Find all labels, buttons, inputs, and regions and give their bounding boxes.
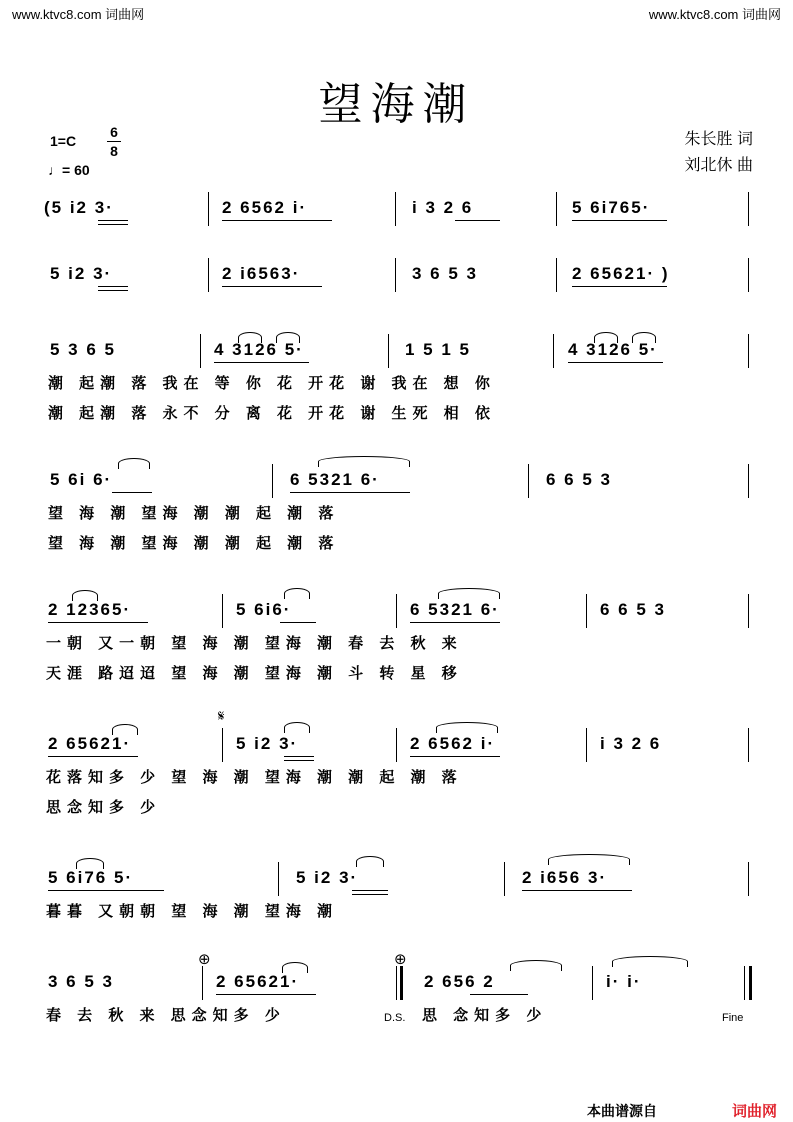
barline — [208, 192, 209, 226]
barline — [504, 862, 505, 896]
measure-7-3: 2 i656 3· — [522, 868, 608, 887]
measure-5-1: 2 12365· — [48, 600, 132, 619]
measure-1-2: 2 6562 i· — [222, 198, 308, 217]
barline — [592, 966, 593, 1000]
barline — [395, 192, 396, 226]
barline — [744, 966, 745, 1000]
beam-underline — [216, 994, 316, 995]
barline — [222, 594, 223, 628]
quarter-note-icon: ♩ — [48, 162, 62, 178]
lyric-line-2: 天涯 路迢迢 望 海 潮 望海 潮 斗 转 星 移 — [46, 665, 463, 682]
watermark-left: www.ktvc8.com 词曲网 — [12, 7, 145, 22]
measure-8-1: 3 6 5 3 — [48, 972, 114, 991]
ds-marking: D.S. — [384, 1012, 406, 1024]
measure-6-1: 2 65621· — [48, 734, 132, 753]
measure-5-2: 5 6i6· — [236, 600, 292, 619]
measure-4-1: 5 6i 6· — [50, 470, 113, 489]
measure-4-2: 6 5321 6· — [290, 470, 380, 489]
measure-2-3: 3 6 5 3 — [412, 264, 478, 283]
beam-underline — [410, 756, 500, 757]
barline — [553, 334, 554, 368]
song-title: 望海潮 — [318, 80, 475, 129]
beam-underline — [48, 890, 164, 891]
slur — [118, 458, 150, 469]
slur — [284, 722, 310, 733]
slur — [282, 962, 308, 973]
lyric-line-2: 望 海 潮 望海 潮 潮 起 潮 落 — [48, 535, 340, 552]
measure-7-2: 5 i2 3· — [296, 868, 359, 887]
measure-3-2: 4 3126 5· — [214, 340, 304, 359]
beam-underline — [352, 890, 388, 895]
beam-underline — [470, 994, 528, 995]
beam-underline — [290, 492, 410, 493]
measure-6-3: 2 6562 i· — [410, 734, 496, 753]
double-barline — [400, 966, 403, 1000]
barline — [388, 334, 389, 368]
barline — [396, 594, 397, 628]
slur — [76, 858, 104, 869]
watermark-right: www.ktvc8.com 词曲网 — [648, 7, 781, 22]
beam-underline — [98, 220, 128, 225]
slur — [356, 856, 384, 867]
barline — [748, 728, 749, 762]
barline — [396, 966, 397, 1000]
lyric-line-1: 潮 起潮 落 我在 等 你 花 开花 谢 我在 想 你 — [48, 375, 496, 392]
composer-credit: 刘北休 曲 — [684, 157, 753, 174]
beam-underline — [280, 622, 316, 623]
time-divider — [107, 141, 121, 142]
measure-2-4: 2 65621· ) — [572, 264, 670, 283]
lyric-line-1: 春 去 秋 来 思念知多 少 — [46, 1007, 286, 1024]
time-bottom: 8 — [110, 143, 118, 159]
barline — [748, 464, 749, 498]
fine-marking: Fine — [722, 1012, 744, 1024]
barline — [222, 728, 223, 762]
beam-underline — [222, 220, 332, 221]
barline — [556, 192, 557, 226]
beam-underline — [214, 362, 309, 363]
barline — [528, 464, 529, 498]
slur — [72, 590, 98, 601]
barline — [748, 258, 749, 292]
barline — [202, 966, 203, 1000]
measure-8-3: 2 656 2 — [424, 972, 495, 991]
measure-5-3: 6 5321 6· — [410, 600, 500, 619]
lyric-line-2: 思念知多 少 — [46, 799, 162, 816]
beam-underline — [98, 286, 128, 291]
measure-3-4: 4 3126 5· — [568, 340, 658, 359]
beam-underline — [572, 286, 667, 287]
measure-6-2: 5 i2 3· — [236, 734, 299, 753]
beam-underline — [572, 220, 667, 221]
barline — [748, 192, 749, 226]
barline — [208, 258, 209, 292]
slur — [238, 332, 262, 343]
barline — [395, 258, 396, 292]
measure-2-2: 2 i6563· — [222, 264, 301, 283]
beam-underline — [410, 622, 500, 623]
beam-underline — [284, 756, 314, 761]
barline — [556, 258, 557, 292]
measure-1-1: (5 i2 3· — [44, 198, 114, 217]
slur — [284, 588, 310, 599]
slur — [318, 456, 410, 467]
beam-underline — [522, 890, 632, 891]
lyric-line-2: 潮 起潮 落 永不 分 离 花 开花 谢 生死 相 依 — [48, 405, 496, 422]
footer-source: 本曲谱源自 — [587, 1103, 657, 1119]
lyric-line-2: 思 念知多 少 — [422, 1007, 548, 1024]
footer-brand: 词曲网 — [732, 1103, 778, 1120]
barline — [200, 334, 201, 368]
beam-underline — [48, 756, 138, 757]
slur — [548, 854, 630, 865]
barline — [586, 594, 587, 628]
final-barline — [749, 966, 752, 1000]
lyric-line-1: 一朝 又一朝 望 海 潮 望海 潮 春 去 秋 来 — [46, 635, 463, 652]
slur — [438, 588, 500, 599]
measure-7-1: 5 6i76 5· — [48, 868, 134, 887]
slur — [510, 960, 562, 971]
lyric-line-1: 暮暮 又朝朝 望 海 潮 望海 潮 — [46, 903, 339, 920]
measure-8-2: 2 65621· — [216, 972, 300, 991]
measure-2-1: 5 i2 3· — [50, 264, 113, 283]
barline — [748, 334, 749, 368]
beam-underline — [48, 622, 148, 623]
measure-1-3: i 3 2 6 — [412, 198, 474, 217]
measure-8-4: i· i· — [606, 972, 642, 991]
barline — [278, 862, 279, 896]
tempo-value: = 60 — [62, 162, 90, 178]
lyricist-credit: 朱长胜 词 — [684, 131, 753, 148]
slur — [612, 956, 688, 967]
beam-underline — [222, 286, 322, 287]
slur — [436, 722, 498, 733]
coda-icon: ⊕ — [198, 951, 211, 968]
barline — [748, 594, 749, 628]
segno-icon: 𝄋 — [218, 708, 225, 725]
lyric-line-1: 花落知多 少 望 海 潮 望海 潮 潮 起 潮 落 — [46, 769, 463, 786]
slur — [632, 332, 656, 343]
slur — [112, 724, 138, 735]
time-signature — [107, 124, 121, 159]
barline — [586, 728, 587, 762]
measure-6-4: i 3 2 6 — [600, 734, 662, 753]
beam-underline — [455, 220, 500, 221]
beam-underline — [568, 362, 663, 363]
slur — [276, 332, 300, 343]
key-signature: 1=C — [50, 133, 77, 149]
measure-5-4: 6 6 5 3 — [600, 600, 666, 619]
time-top: 6 — [110, 124, 118, 140]
measure-1-4: 5 6i765· — [572, 198, 651, 217]
barline — [396, 728, 397, 762]
measure-4-3: 6 6 5 3 — [546, 470, 612, 489]
measure-3-1: 5 3 6 5 — [50, 340, 116, 359]
barline — [748, 862, 749, 896]
coda-icon: ⊕ — [394, 951, 407, 968]
measure-3-3: 1 5 1 5 — [405, 340, 471, 359]
barline — [272, 464, 273, 498]
slur — [594, 332, 618, 343]
tempo-mark — [48, 162, 90, 178]
lyric-line-1: 望 海 潮 望海 潮 潮 起 潮 落 — [48, 505, 340, 522]
beam-underline — [112, 492, 152, 493]
